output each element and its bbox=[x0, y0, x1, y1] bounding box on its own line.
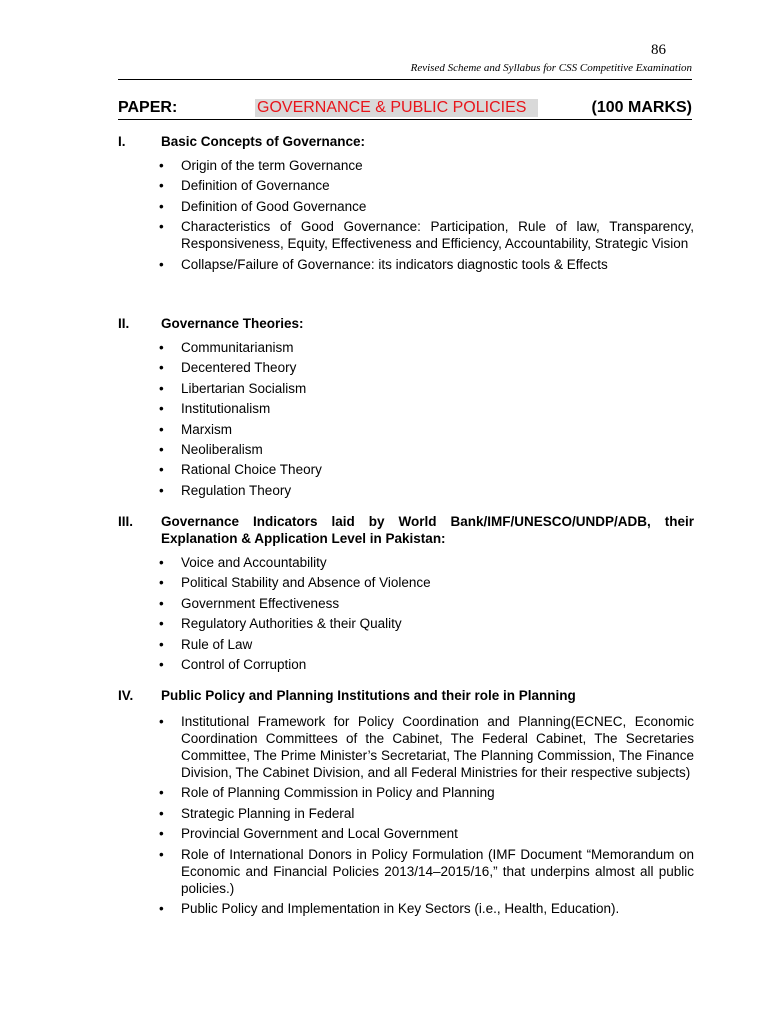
bullet-icon: • bbox=[159, 785, 164, 801]
paper-label: PAPER: bbox=[118, 99, 178, 116]
list-item bbox=[159, 574, 694, 594]
bullet-icon: • bbox=[159, 256, 164, 272]
bullet-icon: • bbox=[159, 846, 164, 862]
bullet-list bbox=[118, 554, 694, 676]
list-item-text: Characteristics of Good Governance: Participation, Rule of law, Transparency, Responsiveness, Equity, Effectiveness and Efficiency, Accountability, Strategic Vision bbox=[181, 219, 694, 252]
paper-line bbox=[118, 99, 692, 121]
list-item bbox=[159, 713, 694, 784]
bullet-icon: • bbox=[159, 380, 164, 396]
list-item bbox=[159, 805, 694, 825]
bullet-icon: • bbox=[159, 575, 164, 591]
bullet-list bbox=[118, 339, 694, 502]
bullet-list bbox=[118, 157, 694, 276]
list-item bbox=[159, 359, 694, 379]
section-title: Governance Indicators laid by World Bank/IMF/UNESCO/UNDP/ADB, their Explanation & Application Level in Pakistan: bbox=[161, 514, 694, 546]
list-item-text: Definition of Good Governance bbox=[181, 198, 367, 214]
bullet-icon: • bbox=[159, 555, 164, 570]
section-3 bbox=[118, 513, 694, 676]
list-item bbox=[159, 157, 694, 177]
section-title: Basic Concepts of Governance: bbox=[161, 134, 366, 149]
list-item-text: Neoliberalism bbox=[181, 441, 263, 457]
list-item-text: Strategic Planning in Federal bbox=[181, 805, 355, 821]
list-item bbox=[159, 177, 694, 197]
list-item bbox=[159, 421, 694, 441]
bullet-icon: • bbox=[159, 158, 164, 173]
list-item-text: Voice and Accountability bbox=[181, 555, 327, 570]
list-item bbox=[159, 615, 694, 635]
list-item-text: Regulatory Authorities & their Quality bbox=[181, 616, 402, 632]
section-1 bbox=[118, 133, 694, 276]
bullet-icon: • bbox=[159, 421, 164, 437]
list-item bbox=[159, 198, 694, 218]
list-item-text: Government Effectiveness bbox=[181, 595, 340, 611]
list-item-text: Libertarian Socialism bbox=[181, 380, 307, 396]
bullet-icon: • bbox=[159, 441, 164, 457]
bullet-icon: • bbox=[159, 900, 164, 916]
section-title: Governance Theories: bbox=[161, 316, 304, 331]
list-item-text: Provincial Government and Local Government bbox=[181, 826, 458, 842]
list-item-text: Role of International Donors in Policy Formulation (IMF Document “Memorandum on Economic and Financial Policies 2013/14–2015/16,” that underpins almost all public policies.) bbox=[181, 846, 694, 896]
list-item-text: Definition of Governance bbox=[181, 178, 330, 194]
bullet-icon: • bbox=[159, 401, 164, 417]
list-item bbox=[159, 595, 694, 615]
section-heading bbox=[118, 315, 694, 332]
bullet-icon: • bbox=[159, 826, 164, 842]
header-rule bbox=[118, 79, 692, 80]
list-item-text: Rule of Law bbox=[181, 636, 253, 652]
section-heading bbox=[118, 687, 694, 704]
bullet-icon: • bbox=[159, 340, 164, 355]
section-2 bbox=[118, 315, 694, 502]
list-item-text: Public Policy and Implementation in Key Sectors (i.e., Health, Education). bbox=[181, 900, 620, 916]
section-number: III. bbox=[118, 514, 134, 529]
running-header: Revised Scheme and Syllabus for CSS Competitive Examination bbox=[410, 62, 692, 74]
list-item bbox=[159, 400, 694, 420]
bullet-icon: • bbox=[159, 595, 164, 611]
list-item-text: Collapse/Failure of Governance: its indicators diagnostic tools & Effects bbox=[181, 256, 608, 272]
list-item bbox=[159, 380, 694, 400]
bullet-icon: • bbox=[159, 462, 164, 478]
section-number: IV. bbox=[118, 688, 134, 703]
list-item bbox=[159, 218, 694, 255]
list-item-text: Marxism bbox=[181, 421, 232, 437]
list-item bbox=[159, 825, 694, 845]
list-item-text: Institutionalism bbox=[181, 401, 271, 417]
list-item-text: Rational Choice Theory bbox=[181, 462, 322, 478]
list-item bbox=[159, 846, 694, 900]
list-item bbox=[159, 461, 694, 481]
bullet-icon: • bbox=[159, 178, 164, 194]
list-item-text: Decentered Theory bbox=[181, 360, 297, 376]
bullet-icon: • bbox=[159, 198, 164, 214]
list-item bbox=[159, 482, 694, 502]
bullet-icon: • bbox=[159, 360, 164, 376]
section-heading bbox=[118, 513, 694, 547]
list-item bbox=[159, 656, 694, 676]
bullet-icon: • bbox=[159, 656, 164, 672]
list-item bbox=[159, 900, 694, 920]
bullet-icon: • bbox=[159, 636, 164, 652]
list-item-text: Control of Corruption bbox=[181, 656, 307, 672]
page-number: 86 bbox=[651, 42, 666, 58]
bullet-icon: • bbox=[159, 219, 164, 235]
section-title: Public Policy and Planning Institutions and their role in Planning bbox=[161, 688, 576, 703]
bullet-icon: • bbox=[159, 805, 164, 821]
list-item-text: Political Stability and Absence of Violence bbox=[181, 575, 431, 591]
section-number: II. bbox=[118, 316, 130, 331]
list-item bbox=[159, 339, 694, 359]
section-number: I. bbox=[118, 134, 126, 149]
bullet-icon: • bbox=[159, 616, 164, 632]
list-item bbox=[159, 554, 694, 574]
paper-rule bbox=[118, 119, 692, 120]
list-item bbox=[159, 441, 694, 461]
section-4 bbox=[118, 687, 694, 920]
bullet-list bbox=[118, 713, 694, 920]
list-item bbox=[159, 784, 694, 804]
bullet-icon: • bbox=[159, 482, 164, 498]
paper-marks: (100 MARKS) bbox=[591, 99, 692, 116]
list-item bbox=[159, 636, 694, 656]
section-heading bbox=[118, 133, 694, 150]
list-item-text: Role of Planning Commission in Policy and Planning bbox=[181, 785, 495, 801]
bullet-icon: • bbox=[159, 714, 164, 729]
paper-title: GOVERNANCE & PUBLIC POLICIES bbox=[255, 99, 538, 117]
list-item-text: Institutional Framework for Policy Coordination and Planning(ECNEC, Economic Coordination Committees of the Cabinet, The Federal Cabinet, The Secretaries Committee, The Prime Minister’s Secretariat, The Planning Commission, The Finance Division, The Cabinet Division, and all Federal Ministries for their respective subjects) bbox=[181, 714, 694, 780]
list-item bbox=[159, 256, 694, 276]
list-item-text: Origin of the term Governance bbox=[181, 158, 363, 173]
list-item-text: Communitarianism bbox=[181, 340, 294, 355]
list-item-text: Regulation Theory bbox=[181, 482, 292, 498]
